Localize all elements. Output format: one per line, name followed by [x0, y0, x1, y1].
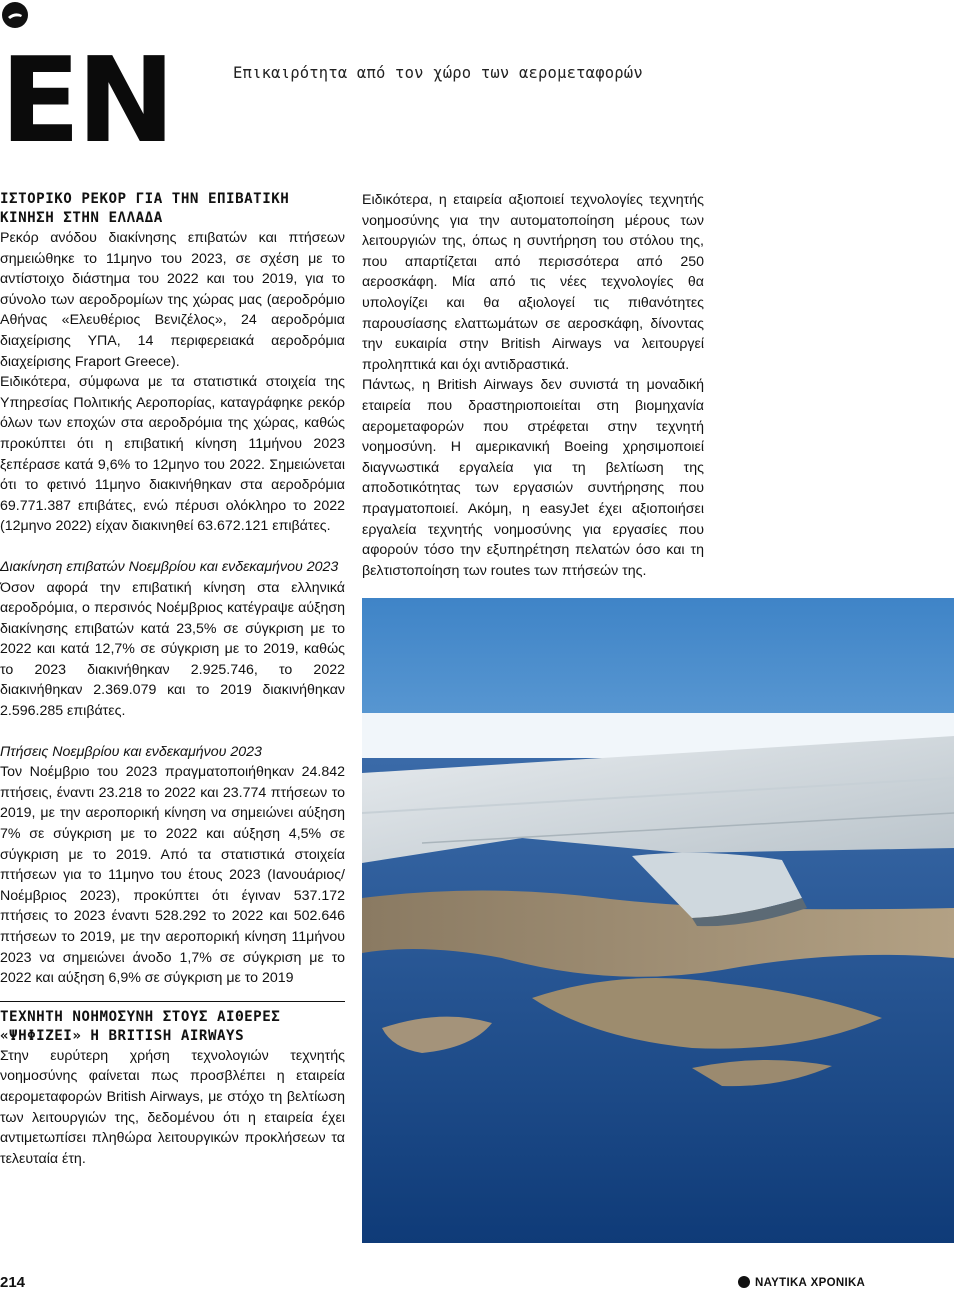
article1-paragraph-3: Όσον αφορά την επιβατική κίνηση στα ελληνικά αεροδρόμια, ο περσινός Νοέμβριος κατέγραψε αύξηση διακίνησης επιβατών κατά 23,5% σε σύγκριση με το 2022 και κατά 12,7% σε σύγκριση με το 2019, καθώς το 2023 διακινήθηκαν 2.925.746, το 2022 διακινήθηκαν 2.369.079 και το 2019 διακινήθηκαν 2.596.285 επιβάτες.	[0, 579, 345, 720]
article2-paragraph-1: Στην ευρύτερη χρήση τεχνολογιών τεχνητής νοημοσύνης φαίνεται πως προσβλέπει η εταιρεία αερομεταφορών British Airways, με στόχο τη βελτίωση των λειτουργιών της, δεδομένου ότι η εταιρεία έχει αντιμετωπίσει πληθώρα λειτουργικών προκλήσεων τα τελευταία έτη.	[0, 1047, 345, 1167]
article1-subheading-passengers: Διακίνηση επιβατών Νοεμβρίου και ενδεκαμήνου 2023	[0, 558, 339, 575]
article1-paragraph-2: Ειδικότερα, σύμφωνα με τα στατιστικά στοιχεία της Υπηρεσίας Πολιτικής Αεροπορίας, καταγράφηκε ρεκόρ όλων των εποχών στα αεροδρόμια της χώρας, καθώς προκύπτει ότι η επιβατική κίνηση 11μήνου 2023 ξεπέρασε κατά 9,6% το 12μηνο του 2022. Σημειώνεται ότι το φετινό 11μηνο διακινήθηκαν στα αεροδρόμια 69.771.387 επιβάτες, ενώ πέρυσι ολόκληρο το 2022 (12μηνο 2022) είχαν διακινηθεί 63.672.121 επιβάτες.	[0, 374, 345, 535]
left-column	[0, 190, 345, 1169]
magazine-logo-icon	[2, 2, 28, 28]
right-column	[362, 190, 704, 581]
section-tagline: Επικαιρότητα από τον χώρο των αερομεταφορών	[233, 64, 643, 82]
brand-name: ΝΑΥΤΙΚΑ ΧΡΟΝΙΚΑ	[755, 1277, 866, 1289]
article1-heading: ΙΣΤΟΡΙΚΟ ΡΕΚΟΡ ΓΙΑ ΤΗΝ ΕΠΙΒΑΤΙΚΗ ΚΙΝΗΣΗ ΣΤΗΝ ΕΛΛΑΔΑ	[0, 191, 290, 226]
article-divider	[0, 1001, 345, 1002]
article2-paragraph-3: Πάντως, η British Airways δεν συνιστά τη μοναδική εταιρεία που δραστηριοποιείται στη βιομηχανία αερομεταφορών που στρέφεται στην τεχνητή νοημοσύνη. Η αμερικανική Boeing χρησιμοποιεί διαγνωστικά εργαλεία για τη βελτίωση της αποδοτικότητας των εργασιών συντήρησης που πραγματοποιεί. Ακόμη, η easyJet έχει αξιοποιήσει εργαλεία τεχνητής νοημοσύνης για εργασίες που αφορούν τόσο την εξυπηρέτηση πελατών όσο και τη βελτιστοποίηση των routes των πτήσεών της.	[362, 377, 704, 579]
article1-subheading-flights: Πτήσεις Νοεμβρίου και ενδεκαμήνου 2023	[0, 743, 262, 760]
article2-paragraph-2: Ειδικότερα, η εταιρεία αξιοποιεί τεχνολογίες τεχνητής νοημοσύνης για την αυτοματοποίηση μέρους των λειτουργιών της, όπως η συντήρηση του στόλου της, που απαρτίζεται από περισσότερα από 250 αεροσκάφη. Μία από τις νέες τεχνολογίες θα υπολογίζει και θα αξιολογεί τις πιθανότητες παρουσίασης ελαττωμάτων σε αεροσκάφη, δίνοντας την ευκαιρία στην British Airways να λειτουργεί προληπτικά και όχι αντιδραστικά.	[362, 192, 704, 373]
article1-paragraph-1: Ρεκόρ ανόδου διακίνησης επιβατών και πτήσεων σημειώθηκε το 11μηνο του 2023, σε σχέση με το αντίστοιχο διάστημα του 2022 και του 2019, για το σύνολο των αεροδρομίων της χώρας μας (αεροδρόμιο Αθήνας «Ελευθέριος Βενιζέλος», 24 αεροδρόμια διαχείρισης ΥΠΑ, 14 περιφερειακά αεροδρόμια διαχείρισης Fraport Greece).	[0, 230, 345, 370]
airplane-wing-photo	[362, 598, 954, 1243]
section-big-title: ΕΝ	[0, 31, 172, 169]
article2-heading: ΤΕΧΝΗΤΗ ΝΟΗΜΟΣΥΝΗ ΣΤΟΥΣ ΑΙΘΕΡΕΣ «ΨΗΦΙΖΕΙ» Η BRITISH AIRWAYS	[0, 1008, 281, 1044]
magazine-brand	[738, 1276, 865, 1289]
page-number: 214	[0, 1274, 26, 1291]
article1-paragraph-4: Τον Νοέμβριο του 2023 πραγματοποιήθηκαν 24.842 πτήσεις, έναντι 23.218 το 2022 και 23.774 πτήσεων το 2019, με την αεροπορική κίνηση να σημειώνει αύξηση 7% σε σύγκριση με το 2022 και αύξηση 4,5% σε σύγκριση με το 2019. Από τα στατιστικά στοιχεία πτήσεων για το 11μηνο του έτους 2023 (Ιανουάριος/Νοέμβριος 2023), προκύπτει ότι έγιναν 537.172 πτήσεις το 2023 έναντι 528.292 το 2022 και 502.646 πτήσεων το 2019, με την αεροπορική κίνηση 11μήνου 2023 να σημειώνει άνοδο 1,7% σε σύγκριση με το 2022 και αύξηση 6,9% σε σύγκριση με το 2019	[0, 764, 345, 987]
brand-logo-icon	[738, 1276, 750, 1288]
